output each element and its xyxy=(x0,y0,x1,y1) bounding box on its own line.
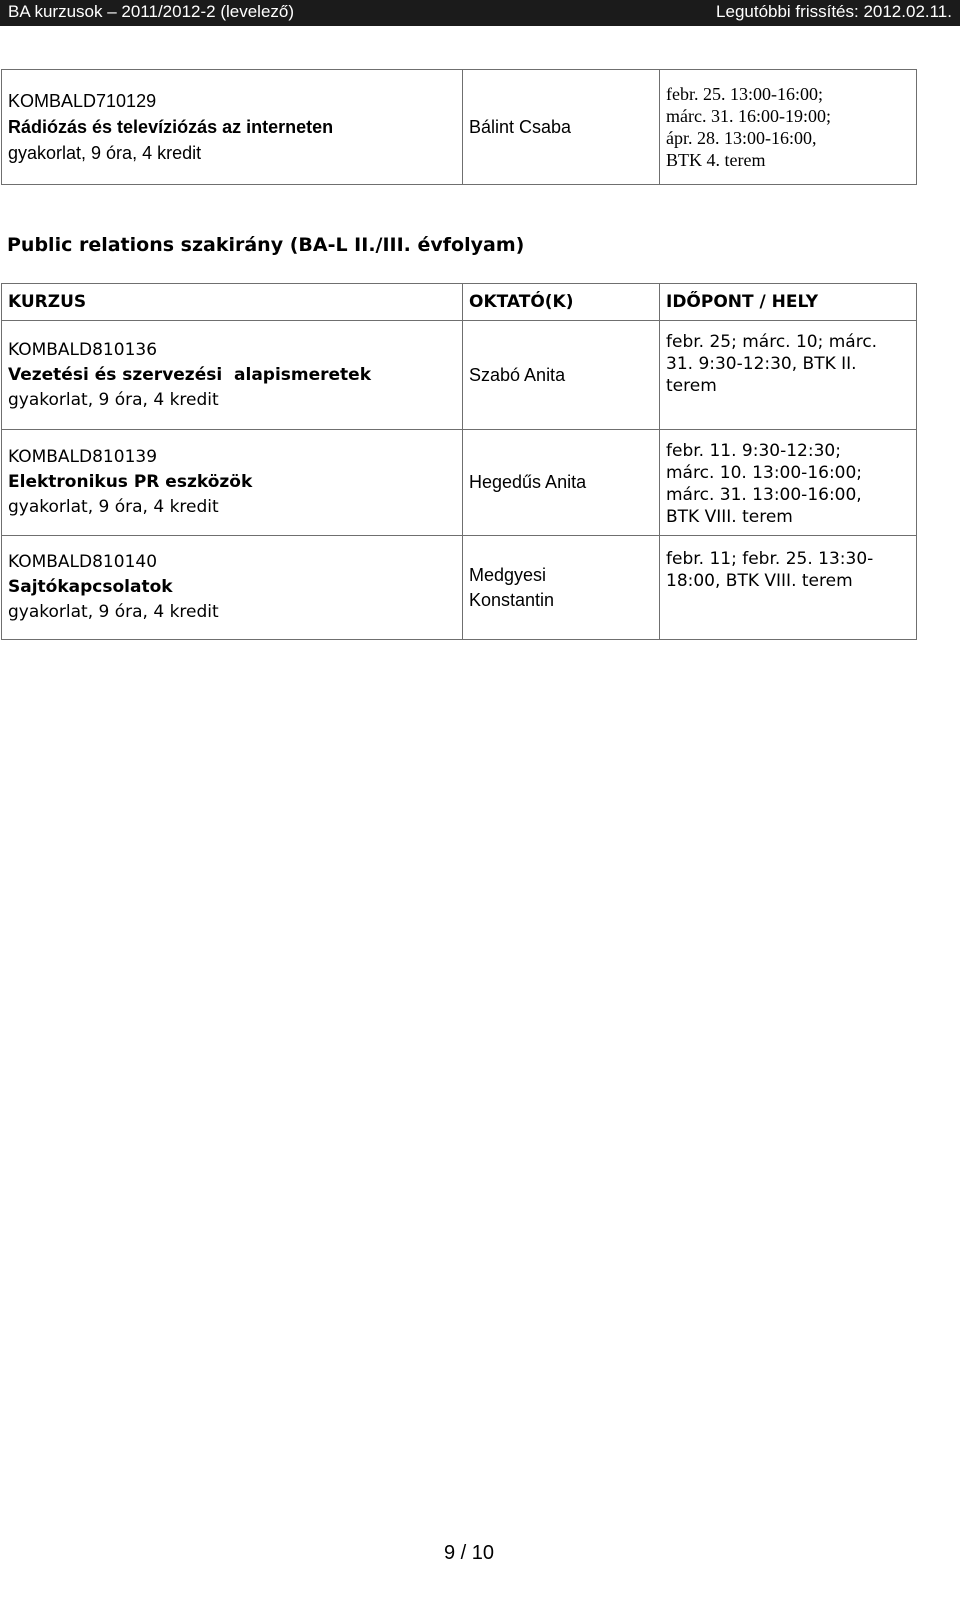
instructor-cell xyxy=(463,430,660,536)
course-cell xyxy=(2,321,463,430)
course-code: KOMBALD810136 xyxy=(8,339,158,360)
time-place-cell xyxy=(660,70,917,185)
table-header-row xyxy=(2,284,917,321)
header-title: BA kurzusok – 2011/2012-2 (levelező) xyxy=(8,2,295,21)
instructor-cell xyxy=(463,321,660,430)
instructor-name: Hegedűs Anita xyxy=(469,472,587,492)
time-line: febr. 25; márc. 10; márc. xyxy=(666,332,878,352)
time-line: 18:00, BTK VIII. terem xyxy=(666,571,853,591)
table-row xyxy=(2,536,917,640)
header-last-updated: Legutóbbi frissítés: 2012.02.11. xyxy=(716,2,952,21)
course-title: Elektronikus PR eszközök xyxy=(8,472,253,492)
table-row xyxy=(2,321,917,430)
page-header xyxy=(0,0,960,26)
course-table-previous xyxy=(1,69,917,185)
course-cell xyxy=(2,536,463,640)
course-cell xyxy=(2,430,463,536)
time-line: BTK VIII. terem xyxy=(666,507,793,527)
time-line: ápr. 28. 13:00-16:00, xyxy=(666,128,817,148)
course-cell xyxy=(2,70,463,185)
time-place-cell xyxy=(660,430,917,536)
instructor-cell xyxy=(463,536,660,640)
time-line: terem xyxy=(666,376,717,396)
time-place-cell xyxy=(660,321,917,430)
column-header-instructor: OKTATÓ(K) xyxy=(463,284,660,321)
time-line: márc. 31. 16:00-19:00; xyxy=(666,106,831,126)
time-line: márc. 10. 13:00-16:00; xyxy=(666,463,863,483)
column-header-time-place: IDŐPONT / HELY xyxy=(660,284,917,321)
time-line: febr. 25. 13:00-16:00; xyxy=(666,84,823,104)
course-code: KOMBALD710129 xyxy=(8,91,157,111)
course-type: gyakorlat, 9 óra, 4 kredit xyxy=(8,389,219,410)
instructor-name: Bálint Csaba xyxy=(469,117,572,137)
table-row xyxy=(2,430,917,536)
time-line: 31. 9:30-12:30, BTK II. xyxy=(666,354,857,374)
time-place-cell xyxy=(660,536,917,640)
course-type: gyakorlat, 9 óra, 4 kredit xyxy=(8,497,219,517)
instructor-name-line: Medgyesi xyxy=(469,564,547,585)
course-title: Rádiózás és televíziózás az interneten xyxy=(8,117,334,137)
time-line: febr. 11. 9:30-12:30; xyxy=(666,441,841,461)
course-type: gyakorlat, 9 óra, 4 kredit xyxy=(8,143,202,163)
course-title: Sajtókapcsolatok xyxy=(8,577,173,597)
instructor-name: Szabó Anita xyxy=(469,364,566,385)
column-header-course: KURZUS xyxy=(2,284,463,321)
section-heading: Public relations szakirány (BA-L II./III. évfolyam) xyxy=(7,234,525,256)
instructor-cell xyxy=(463,70,660,185)
course-title: Vezetési és szervezési alapismeretek xyxy=(8,364,372,385)
instructor-name-line: Konstantin xyxy=(469,589,555,610)
time-line: márc. 31. 13:00-16:00, xyxy=(666,485,862,505)
course-table-pr xyxy=(1,283,917,640)
table-row xyxy=(2,70,917,185)
time-line: BTK 4. terem xyxy=(666,150,766,170)
course-code: KOMBALD810139 xyxy=(8,447,158,467)
course-code: KOMBALD810140 xyxy=(8,552,158,572)
course-type: gyakorlat, 9 óra, 4 kredit xyxy=(8,602,219,622)
time-line: febr. 11; febr. 25. 13:30- xyxy=(666,549,874,569)
page-number: 9 / 10 xyxy=(443,1542,495,1564)
